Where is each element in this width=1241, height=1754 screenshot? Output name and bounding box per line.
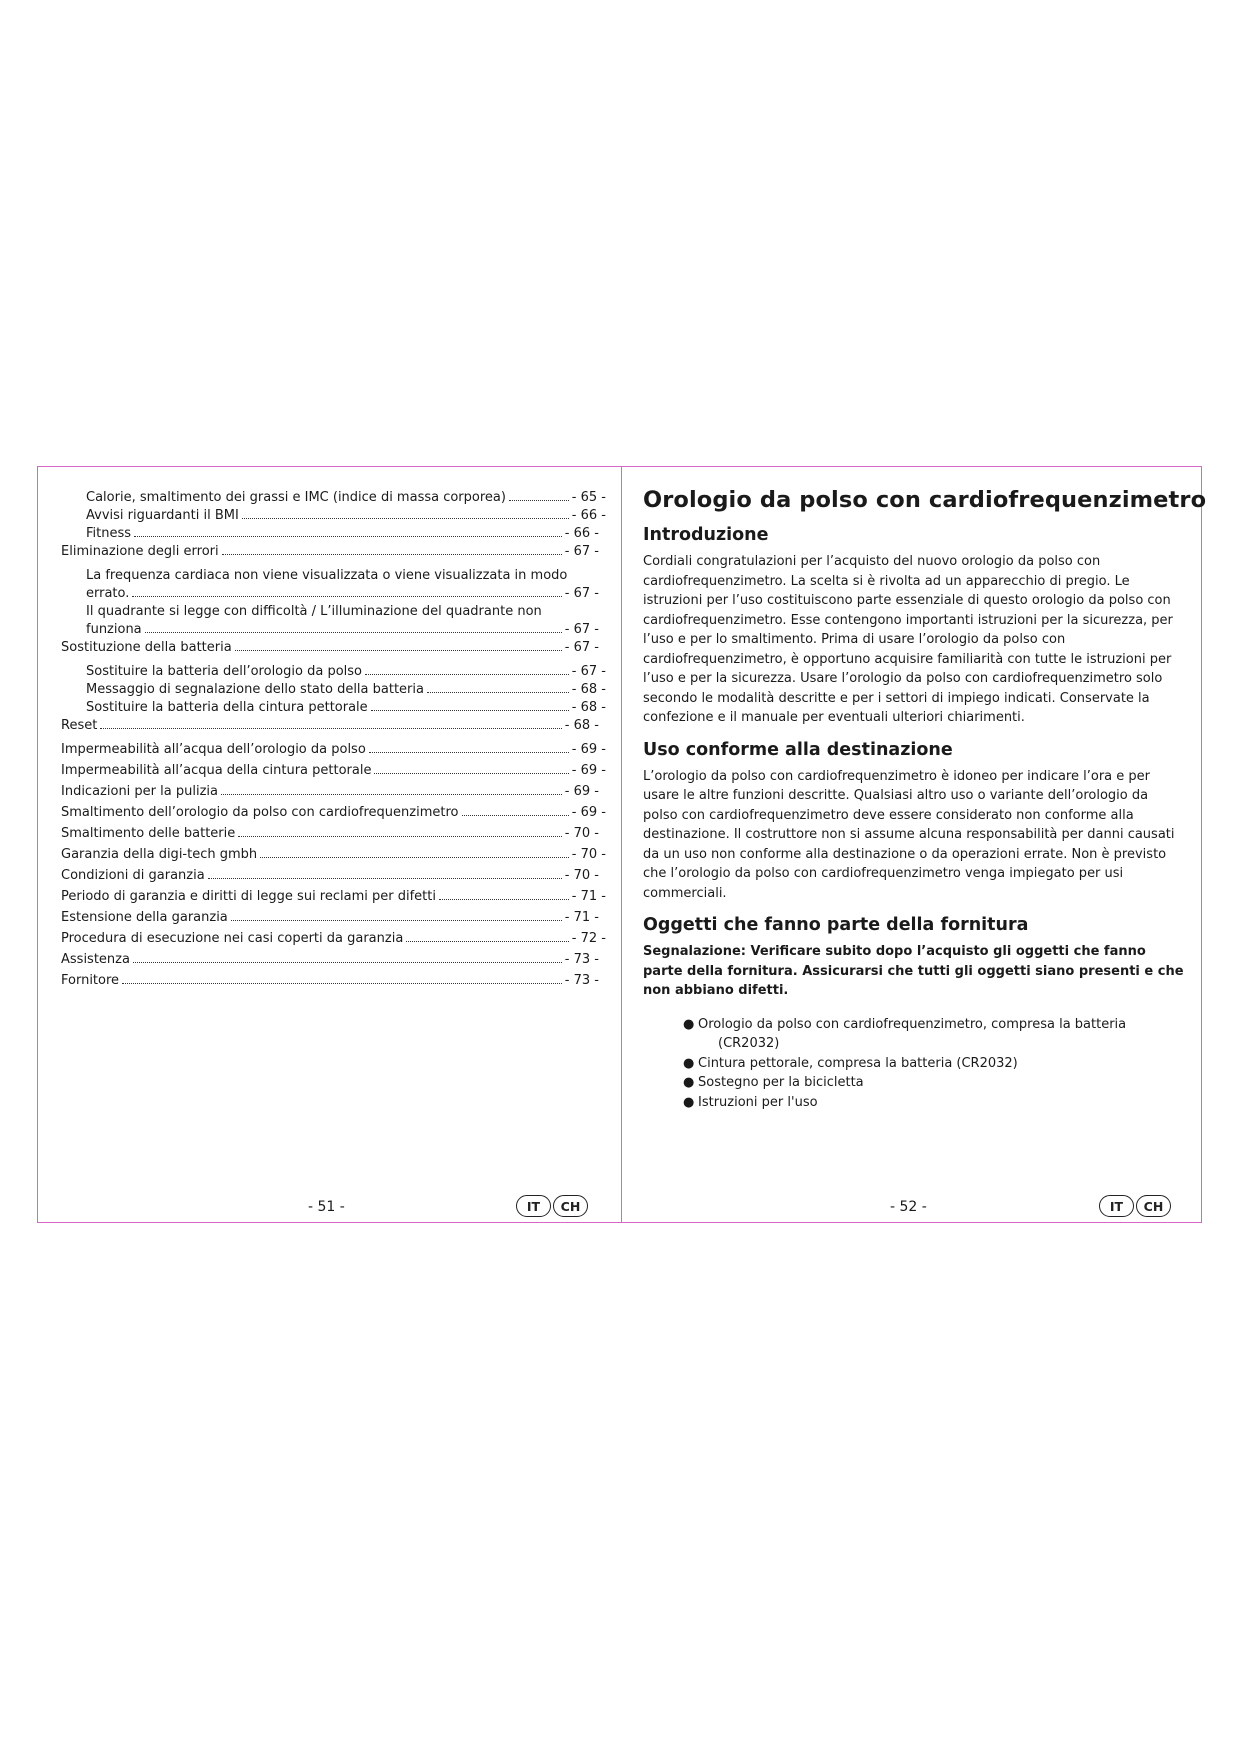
section-heading-fornitura: Oggetti che fanno parte della fornitura — [643, 915, 1029, 935]
toc-entry[interactable] — [86, 663, 606, 681]
list-item — [683, 1054, 1185, 1074]
toc-title: Periodo di garanzia e diritti di legge sui reclami per difetti — [61, 889, 436, 904]
toc-title: Smaltimento delle batterie — [61, 826, 236, 841]
toc-title: Condizioni di garanzia — [61, 868, 205, 883]
toc-leader — [439, 899, 569, 900]
toc-entry[interactable] — [61, 804, 606, 822]
toc-entry[interactable] — [61, 717, 599, 735]
toc-title: Procedura di esecuzione nei casi coperti da garanzia — [61, 931, 404, 946]
toc-entry[interactable] — [61, 543, 599, 561]
list-item-text: Istruzioni per l'uso — [698, 1094, 818, 1110]
toc-page: - 71 - — [564, 910, 599, 925]
toc-page: - 70 - — [571, 847, 606, 862]
toc-leader — [221, 794, 562, 795]
page-number-right: - 52 - — [890, 1199, 927, 1215]
toc-title: Sostituzione della batteria — [61, 640, 232, 655]
country-badge-it: IT — [1099, 1195, 1134, 1217]
toc-entry[interactable] — [61, 909, 599, 927]
section-heading-uso-conforme: Uso conforme alla destinazione — [643, 739, 953, 760]
toc-page: - 71 - — [571, 889, 606, 904]
toc-title: funziona — [86, 622, 142, 637]
toc-title: Estensione della garanzia — [61, 910, 228, 925]
toc-title: Impermeabilità all’acqua della cintura pettorale — [61, 763, 372, 778]
page-divider — [621, 467, 622, 1222]
toc-page: - 65 - — [571, 490, 606, 505]
toc-page: - 73 - — [564, 973, 599, 988]
toc-page: - 70 - — [564, 868, 599, 883]
toc-leader — [134, 536, 562, 537]
toc-leader — [235, 650, 562, 651]
toc-leader — [231, 920, 562, 921]
bullet-icon: ● — [683, 1094, 695, 1110]
page-number-left: - 51 - — [308, 1199, 345, 1215]
country-badge-ch: CH — [1136, 1195, 1171, 1217]
warning-note: Segnalazione: Verificare subito dopo l’acquisto gli oggetti che fanno parte della fornitura. Assicurarsi che tutti gli oggetti siano presenti e che non abbiano difetti. — [643, 944, 1184, 998]
country-badge-it: IT — [516, 1195, 551, 1217]
toc-entry[interactable] — [86, 489, 606, 507]
toc-page: - 68 - — [571, 700, 606, 715]
country-badges-right — [1099, 1195, 1171, 1217]
toc-leader — [427, 692, 569, 693]
toc-page: - 66 - — [571, 508, 606, 523]
toc-entry[interactable] — [86, 567, 599, 603]
bullet-icon: ● — [683, 1055, 695, 1071]
toc-leader — [133, 962, 562, 963]
toc-title: errato. — [86, 586, 130, 601]
section-text-introduzione: Cordiali congratulazioni per l’acquisto del nuovo orologio da polso con cardiofrequenzimetro. La scelta si è rivolta ad un apparecchio di pregio. Le istruzioni per l’uso costituiscono parte essenziale di questo orologio da polso con cardiofrequenzimetro. Esse contengono importanti istruzioni per la sicurezza, per l’uso e per lo smaltimento. Prima di usare l’orologio da polso con cardiofrequenzimetro, è opportuno acquisire familiarità con tutte le istruzioni per l’uso e per la sicurezza. Usare l’orologio da polso con cardiofrequenzimetro solo secondo le modalità descritte e per i settori di impiego indicati. Conservate la confezione e il manuale per eventuali ulteriori chiarimenti. — [643, 554, 1173, 725]
toc-title: Calorie, smaltimento dei grassi e IMC (indice di massa corporea) — [86, 490, 506, 505]
toc-title-line1: La frequenza cardiaca non viene visualizzata o viene visualizzata in modo — [86, 568, 568, 583]
toc-entry[interactable] — [86, 699, 606, 717]
toc-page: - 69 - — [564, 784, 599, 799]
toc-title: Impermeabilità all’acqua dell’orologio da polso — [61, 742, 366, 757]
toc-entry[interactable] — [61, 846, 606, 864]
toc-leader — [238, 836, 562, 837]
list-item — [683, 1073, 1185, 1093]
toc-page: - 68 - — [564, 718, 599, 733]
toc-leader — [132, 596, 561, 597]
toc-leader — [242, 518, 569, 519]
toc-leader — [122, 983, 562, 984]
toc-page: - 67 - — [571, 664, 606, 679]
toc-title: Sostituire la batteria della cintura pettorale — [86, 700, 368, 715]
bullet-icon: ● — [683, 1016, 695, 1032]
toc-title: Garanzia della digi-tech gmbh — [61, 847, 258, 862]
list-item — [683, 1093, 1185, 1113]
toc-leader — [371, 710, 569, 711]
toc-leader — [406, 941, 569, 942]
toc-entry[interactable] — [61, 888, 606, 906]
toc-entry[interactable] — [86, 507, 606, 525]
toc-page: - 73 - — [564, 952, 599, 967]
toc-title: Fitness — [86, 526, 132, 541]
toc-title: Smaltimento dell’orologio da polso con cardiofrequenzimetro — [61, 805, 459, 820]
toc-leader — [509, 500, 569, 501]
toc-title: Indicazioni per la pulizia — [61, 784, 218, 799]
toc-entry[interactable] — [61, 951, 599, 969]
toc-title: Sostituire la batteria dell’orologio da polso — [86, 664, 362, 679]
list-item-text: Sostegno per la bicicletta — [698, 1075, 864, 1090]
section-text-uso-conforme: L’orologio da polso con cardiofrequenzimetro è idoneo per indicare l’ora e per usare le altre funzioni descritte. Qualsiasi altro uso o variante dell’orologio da polso con cardiofrequenzimetro deve essere considerato non conforme alla destinazione. Il costruttore non si assume alcuna responsabilità per danni causati da un uso non conforme alla destinazione o da operazioni errate. Non è previsto che l’orologio da polso con cardiofrequenzimetro venga impiegato per usi commerciali. — [643, 768, 1175, 901]
toc-entry[interactable] — [61, 762, 606, 780]
toc-title: Fornitore — [61, 973, 120, 988]
toc-leader — [100, 728, 561, 729]
manual-spread — [37, 466, 1207, 1223]
toc-leader — [462, 815, 569, 816]
list-item — [683, 1015, 1185, 1054]
toc-page: - 67 - — [564, 544, 599, 559]
toc-title: Messaggio di segnalazione dello stato della batteria — [86, 682, 424, 697]
toc-page: - 72 - — [571, 931, 606, 946]
contents-list — [643, 1015, 1185, 1113]
toc-entry[interactable] — [61, 639, 599, 657]
country-badge-ch: CH — [553, 1195, 588, 1217]
toc-entry[interactable] — [86, 525, 599, 543]
toc-entry[interactable] — [86, 681, 606, 699]
toc-entry[interactable] — [61, 972, 599, 990]
toc-title-line1: Il quadrante si legge con difficoltà / L’illuminazione del quadrante non — [86, 604, 542, 619]
toc-page: - 66 - — [564, 526, 599, 541]
toc-page: - 69 - — [571, 805, 606, 820]
toc-leader — [208, 878, 562, 879]
toc-leader — [260, 857, 569, 858]
toc-leader — [374, 773, 568, 774]
toc-entry[interactable] — [61, 867, 599, 885]
toc-leader — [365, 674, 569, 675]
toc-page: - 70 - — [564, 826, 599, 841]
bullet-icon: ● — [683, 1075, 695, 1090]
toc-title: Reset — [61, 718, 98, 733]
toc-entry[interactable] — [86, 603, 599, 639]
toc-title: Assistenza — [61, 952, 130, 967]
table-of-contents — [61, 489, 606, 990]
toc-leader — [222, 554, 562, 555]
section-heading-introduzione: Introduzione — [643, 525, 769, 545]
toc-page: - 67 - — [564, 622, 599, 637]
toc-page: - 67 - — [564, 586, 599, 601]
toc-leader — [369, 752, 569, 753]
content-page — [643, 487, 1207, 1112]
toc-title: Eliminazione degli errori — [61, 544, 219, 559]
toc-leader — [145, 632, 562, 633]
toc-entry[interactable] — [61, 930, 606, 948]
toc-entry[interactable] — [61, 783, 599, 801]
list-item-text: Orologio da polso con cardiofrequenzimetro, compresa la batteria — [698, 1016, 1127, 1032]
toc-title: Avvisi riguardanti il BMI — [86, 508, 239, 523]
toc-page: - 67 - — [564, 640, 599, 655]
toc-entry[interactable] — [61, 741, 606, 759]
country-badges-left — [516, 1195, 588, 1217]
page-title: Orologio da polso con cardiofrequenzimetro — [643, 487, 1207, 513]
list-item-text: Cintura pettorale, compresa la batteria (CR2032) — [698, 1055, 1018, 1071]
toc-entry[interactable] — [61, 825, 599, 843]
toc-page: - 68 - — [571, 682, 606, 697]
list-item-text-cont: (CR2032) — [718, 1036, 780, 1051]
toc-page: - 69 - — [571, 763, 606, 778]
toc-page: - 69 - — [571, 742, 606, 757]
